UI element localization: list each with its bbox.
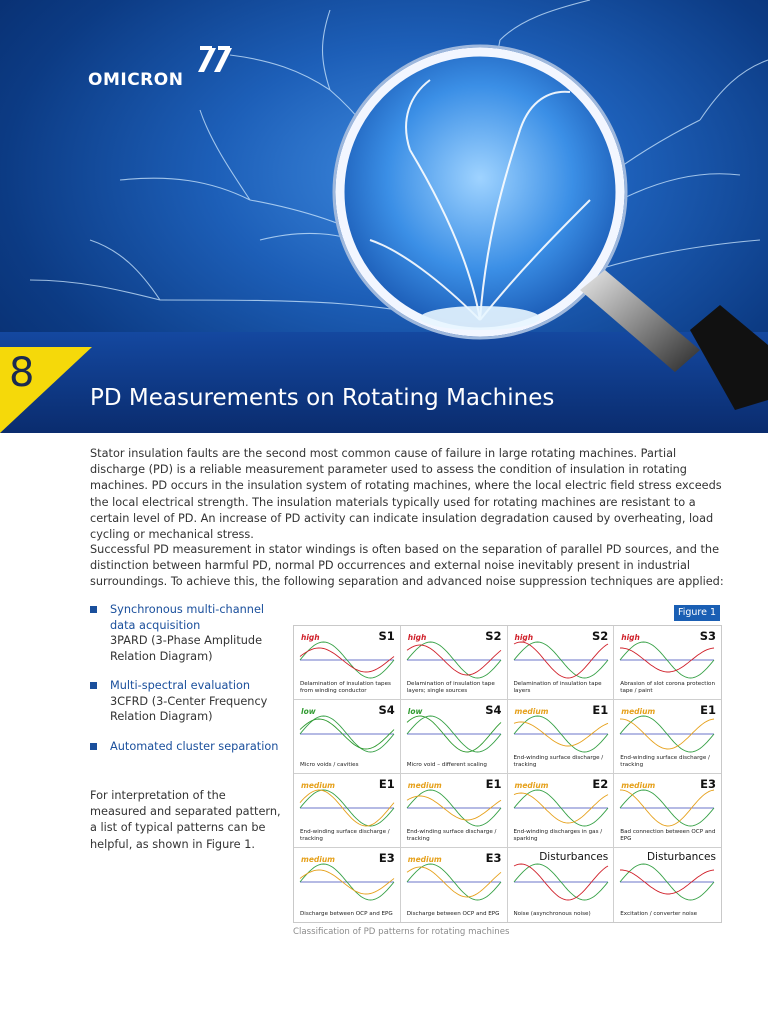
pattern-cell <box>614 626 721 700</box>
list-item-description: 3PARD (3-Phase Amplitude Relation Diagram) <box>110 634 263 663</box>
list-item <box>90 678 280 725</box>
severity-label: medium <box>301 781 335 790</box>
severity-label: medium <box>621 781 656 790</box>
severity-label: medium <box>514 781 549 790</box>
pattern-description: Delamination of insulation tapes from winding conductor <box>300 681 391 695</box>
pattern-cell <box>294 774 401 848</box>
intro-paragraph-1: Stator insulation faults are the second most common cause of failure in large rotating machines. Partial discharge (PD) is a reliable measurement parameter used to assess the condition of insulation in rotating machines. PD occurs in the insulation system of rotating machines, where the local electric field stress exceeds the local electrical strength. The insulation materials typically used for rotating machines are resistant to a certain level of PD. An increase of PD activity can indicate insulation degradation caused by overheating, load cycling or mechanical stress. <box>90 447 722 542</box>
list-item-description: 3CFRD (3-Center Frequency Relation Diagram) <box>110 694 268 723</box>
pattern-code: Disturbances <box>646 851 716 863</box>
severity-label: high <box>301 633 320 642</box>
pattern-description: Delamination of insulation tape layers <box>513 681 602 695</box>
pattern-description: End-winding surface discharge / tracking <box>300 829 390 843</box>
pattern-description: End-winding surface discharge / tracking <box>513 755 604 769</box>
pattern-description: Micro voids / cavities <box>300 762 359 769</box>
pattern-code: E1 <box>378 777 395 791</box>
pattern-cell <box>614 848 721 922</box>
figure-label: Figure 1 <box>674 605 720 621</box>
severity-label: medium <box>407 781 442 790</box>
pattern-description: End-winding surface discharge / tracking <box>406 829 497 843</box>
pattern-code: E1 <box>700 703 716 717</box>
pattern-cell <box>294 626 401 700</box>
pattern-cell <box>401 774 508 848</box>
severity-label: high <box>407 633 427 642</box>
severity-label: medium <box>407 855 442 864</box>
pattern-code: Disturbances <box>539 851 609 863</box>
pattern-cell <box>401 626 508 700</box>
pattern-code: S4 <box>378 703 395 717</box>
pattern-code: E3 <box>485 851 502 865</box>
list-item-title: Synchronous multi-channel data acquisition <box>110 603 265 632</box>
list-item-title: Multi-spectral evaluation <box>110 679 251 692</box>
severity-label: low <box>407 707 423 716</box>
technique-list <box>90 602 280 768</box>
pattern-cell <box>508 848 615 922</box>
severity-label: medium <box>621 707 656 716</box>
pattern-code: S4 <box>485 703 502 717</box>
list-item <box>90 739 280 755</box>
pattern-cell <box>294 848 401 922</box>
pattern-description: Discharge between OCP and EPG <box>406 911 500 918</box>
pattern-cell <box>294 700 401 774</box>
pattern-code: S2 <box>591 629 609 643</box>
pattern-cell <box>508 626 615 700</box>
severity-label: high <box>514 633 534 642</box>
omicron-logo-text: OMICRON <box>88 70 184 90</box>
pattern-code: S1 <box>378 629 395 643</box>
pattern-description: End-winding discharges in gas / sparking <box>513 829 603 843</box>
hero-illustration <box>0 0 768 433</box>
pattern-description: Delamination of insulation tape layers; single sources <box>406 681 495 695</box>
figure-pd-patterns <box>293 625 722 923</box>
list-item-title: Automated cluster separation <box>110 739 279 753</box>
pattern-cell <box>614 700 721 774</box>
pattern-cell <box>508 700 615 774</box>
pattern-grid <box>294 626 721 922</box>
bullet-square-icon <box>90 606 97 613</box>
pattern-description: Abrasion of slot corona protection tape / paint <box>620 681 716 695</box>
severity-label: high <box>621 633 640 642</box>
chapter-number: 8 <box>9 350 35 396</box>
page-title: PD Measurements on Rotating Machines <box>90 385 555 411</box>
pattern-description: Excitation / converter noise <box>620 911 698 918</box>
figure-caption: Classification of PD patterns for rotating machines <box>293 927 510 937</box>
pattern-description: Micro void – different scaling <box>406 762 487 769</box>
pattern-cell <box>401 848 508 922</box>
pattern-code: S3 <box>699 629 716 643</box>
pattern-code: E1 <box>485 777 502 791</box>
severity-label: medium <box>301 855 335 864</box>
pattern-description: Discharge between OCP and EPG <box>300 911 393 918</box>
pattern-code: E3 <box>378 851 395 865</box>
pattern-description: Noise (asynchronous noise) <box>513 911 591 918</box>
pattern-cell <box>614 774 721 848</box>
pattern-cell <box>401 700 508 774</box>
pattern-code: E2 <box>592 777 609 791</box>
interpretation-paragraph: For interpretation of the measured and separated pattern, a list of typical patterns can be helpful, as shown in Figure 1. <box>90 789 281 851</box>
pattern-description: End-winding surface discharge / tracking <box>620 755 710 769</box>
severity-label: low <box>301 707 316 716</box>
pattern-code: S2 <box>485 629 502 643</box>
pattern-code: E3 <box>700 777 716 791</box>
hero-banner <box>0 0 768 433</box>
omicron-logo-icon <box>196 44 238 76</box>
list-item <box>90 602 280 664</box>
bullet-square-icon <box>90 682 97 689</box>
pattern-cell <box>508 774 615 848</box>
pattern-description: Bad connection between OCP and EPG <box>620 829 716 843</box>
pattern-code: E1 <box>592 703 609 717</box>
intro-paragraph-2: Successful PD measurement in stator windings is often based on the separation of parallel PD sources, and the distinction between harmful PD, normal PD occurrences and external noise inevitably present in industrial surroundings. To achieve this, the following separation and advanced noise suppression techniques are applied: <box>90 543 724 589</box>
severity-label: medium <box>514 707 549 716</box>
bullet-square-icon <box>90 743 97 750</box>
